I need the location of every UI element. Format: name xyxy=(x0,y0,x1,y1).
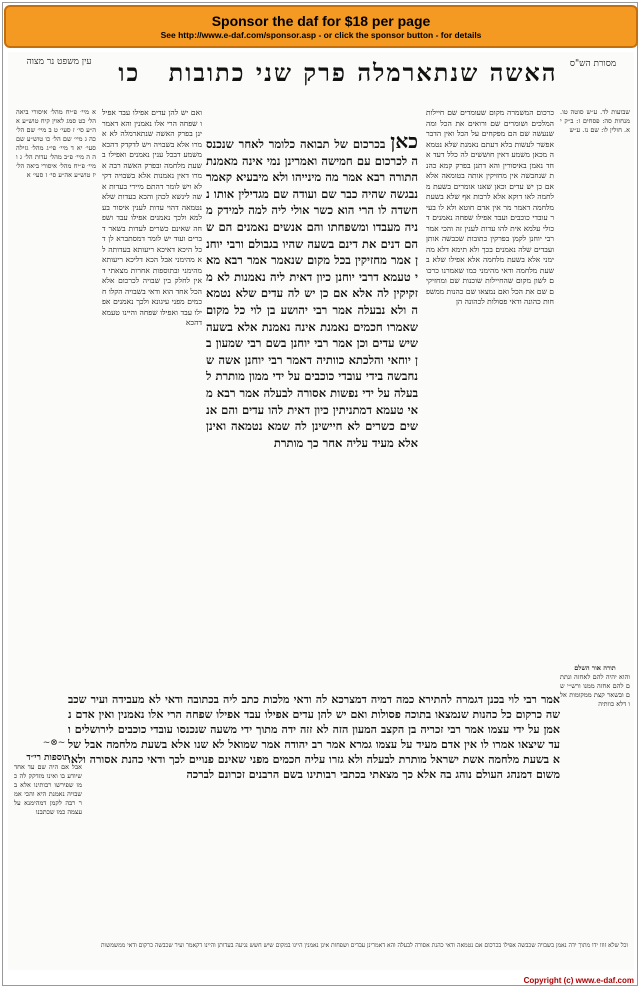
tosafot-rid-column xyxy=(14,754,82,934)
ein-mishpat-text: א מיי׳ פ״יח מהל׳ איסורי ביאה הל׳ כט סמג לאוין קיח טוש״ע אה״ע סי׳ ז סעי׳ ט ב מיי׳ שם הל׳ כה ג מיי׳ שם הל׳ כו טוש״ע שם סעי׳ יא ד מיי׳ פי״ג מהל׳ גזילה ה ה מיי׳ פ״ב מהל׳ עדות הל׳ ג ו מיי׳ פ״יח מהל׳ איסורי ביאה הל׳ יז טוש״ע אה״ע סי׳ ז סעי׳ א xyxy=(16,108,96,179)
opening-word: כאן xyxy=(390,130,418,153)
gemara-column xyxy=(206,130,418,690)
ein-mishpat-column xyxy=(16,108,96,348)
ornament-divider: ~⊗~ xyxy=(42,738,66,748)
ein-mishpat-tag: עין משפט נר מצוה xyxy=(26,57,92,67)
masoret-hashas-tag: מסורת הש"ס xyxy=(569,59,617,69)
gemara-wide-text: אמר רבי לוי בכנן דגמרה להתירא כמה דמיה דמצרכא לה ודאי מלכות כתב ליה בכתובה ודאי לא מעבידה ועיר שכבשה כרקום כל כהנות שנמצאו בתוכה פסולות ואם יש להן עדים אפילו עבד אפילו שפחה הרי אלו נאמנין ואין אדם נאמן על ידי עצמו אמר רבי זכריה בן הקצב המעון הזה לא זזה ידה מתוך ידי משעה שנכנסו עובדי כוכבים לירושלים ועד שיצאו אמרו לו אין אדם מעיד על עצמו גמרא אמר רב יהודה אמר שמואל לא שנו אלא בשעת מלחמה אבל שלא בשעת מלחמה אשת ישראל מותרת לבעלה ולא גזרו עליה חכמים מפני שאינם פנויים לכך ודאי כהנת אסורה ולאו משום דמנהג העולם נוהג בה אלא כך מצאתי בכתבי רבותינו בשם הרבנים זכרונם לברכה xyxy=(68,693,560,781)
sponsor-banner[interactable] xyxy=(4,5,638,48)
footer-text: וכל שלא זוזו ידו מתוך ידה נאמן בשבויה שכבשה אפילו בכרכום אם נטמאה ודאי כהנת אסורה לבעלה והא דאמרינן עבדים ושפחות אינן נאמנין היינו במקום שיש חשש נגיעה בעדותן והיינו דקאמר ועיר שכבשה כרקום ודאי ממשמשות xyxy=(100,942,628,949)
gemara-wide-column xyxy=(68,692,560,937)
page-header xyxy=(68,58,608,88)
daf-number: כו xyxy=(118,58,141,87)
tosafot-rid-text: אבל אם היה שם עד אחד שיודע בו ואינו מזדקק לה כמו שפירשו רבותינו אלא בשבויה נאמנת היא והכי אמר רבה לקמן דמהימנא על עצמה כמו שכתבנו xyxy=(14,763,82,816)
rashi-column xyxy=(426,108,554,688)
torah-or-text: והוא יהיה להם לאחזה ונתתם להם אחזה ממנו ורש״י שם ובשאר קצת ממקומות אלו דלא כוותיה xyxy=(560,673,630,708)
tosafot-column xyxy=(102,108,202,688)
footer-notes xyxy=(14,942,628,968)
sponsor-subtitle[interactable]: See http://www.e-daf.com/sponsor.asp - or click the sponsor button - for details xyxy=(160,30,482,40)
talmud-page xyxy=(8,52,634,970)
torah-or-heading: תורה אור השלם xyxy=(574,664,616,672)
copyright-notice[interactable]: Copyright (c) www.e-daf.com xyxy=(523,976,634,985)
gemara-text: בכרכום של תבואה כלומר לאחר שנכנסה לכרכום עם חמישה ואמרינן נמי אינה מאמנת התורה רבא אמר מה מינייהו ולא מיבעיא קאמר נבגשה שהיה כבר שם ועודה שם מגדילין אותו נחשדה לו הרי הוא כשר אולי ליה למה למידק מניה מעבדו ומשפחתו והם אנשים נאמנים הם שהם דנים את דינם בשעה שהיו בגבולם ורבי יוחנן אמר מחזיקין בכל מקום שנאמר אמר רבא מאי טעמא דרבי יוחנן כיון דאית ליה נאמנות לא מזקיקין לה אלא אם כן יש לה עדים שלא נטמאה ולא נבעלה אמר רבי יהושע בן לוי כל מקום שאמרו חכמים נאמנת אינה נאמנת אלא בשעה שיש עדים וכן אמר רבי יוחנן בשם רבי שמעון בן יוחאי והלכתא כוותיה דאמר רבי יוחנן אשה שנחבשה בידי עובדי כוכבים על ידי ממון מותרת לבעלה על ידי נפשות אסורה לבעלה אמר רבא מאי טעמא דמתניתין כיון דאית להו עדים והם אנשים כשרים לא חיישינן לה שמא נטמאה ואינן אלא מעיד עליה אחר כך מותרת xyxy=(206,137,418,450)
rashi-text: כרכום המשמרה מקום שעומדים שם חיילות המלכים ושומרים שם ורואים את הכל ומה שנעשה שם הם מפקחים על הכל ואין הדבר אפשר לעשות בלא דעתם נאמנת שלא נטמאה מכאן משמע דאין חוששים לה כלל דעד אחד נאמן באיסורין והא דתנן בפרק קמא כהנת שנחבשה אין מחזיקין אותה בטומאה אלא אם כן יש עדים וכאן שאנו אומרים בשעת מלחמה לאו דוקא אלא לרבות אף שלא בשעת מלחמה דאמר מר אין אדם חוטא ולא לו בעיר עובדי כוכבים ועבד אפילו שפחה נאמנים דכולי עלמא אית להו עדות לענין זה והכי אמר רבי יוחנן לקמן בפרקין כתובות שכבשה אותן ועבדים שלה נאמנים בכך ולא תימא דלא מהימני אלא בשעת מלחמה אלא אפילו שלא בשעת מלחמה ודאי מהימני כמו שאמרנו כרכום לשון מקום שהחיילות שוכנות שם ומחזיקים שם את הכל ואם נמצאו שם כהנות ממשפחות כהונה ודאי פסולות לכהונה הן xyxy=(426,108,554,306)
tosafot-rid-heading: תוספות רי״ד xyxy=(26,754,70,763)
masoret-column xyxy=(560,108,630,288)
tractate-title: האשה שנתארמלה פרק שני כתובות xyxy=(168,58,558,87)
sponsor-title[interactable]: Sponsor the daf for $18 per page xyxy=(211,13,431,29)
tosafot-text: ואם יש להן עדים אפילו עבד אפילו שפחה הרי אלו נאמנין והא דאמרינן בפרק האשה שנתארמלה לא אמרו אלא בשבויה ויש לדקדק דהכא משמע דבכל ענין נאמנים ואפילו בשעת מלחמה ובפרק האשה רבה אמרו דאין נאמנות אלא בשבויה דקילא ויש לומר דהתם מיירי בעדות אשה לינשא לכהן והכא בעדות שלא נטמאה דהוי עדות לענין איסור בעלמא ולכך נאמנים אפילו עבד ושפחה שאינם כשרים לעדות בשאר דברים ועוד יש לומר דמסתברא לן דכל היכא דאיכא ריעותא בעדותה לא מהימני אבל הכא דליכא ריעותא מהימני ובתוספות אחרות מצאתי דאין לחלק בין שבויה לכרכום אלא הכל אחד הוא ודאי בשבויה הקלו חכמים מפני עיגונא ולכך נאמנים אפילו עבד ואפילו שפחה והיינו טעמא דהכא xyxy=(102,108,202,327)
torah-or-column xyxy=(560,664,630,864)
masoret-text: שבועות לד. ע״ש סוטה טו. מנחות סה: פסחים ז: ב״ק יא. חולין לו: שם נז. ע״ש xyxy=(560,108,630,134)
